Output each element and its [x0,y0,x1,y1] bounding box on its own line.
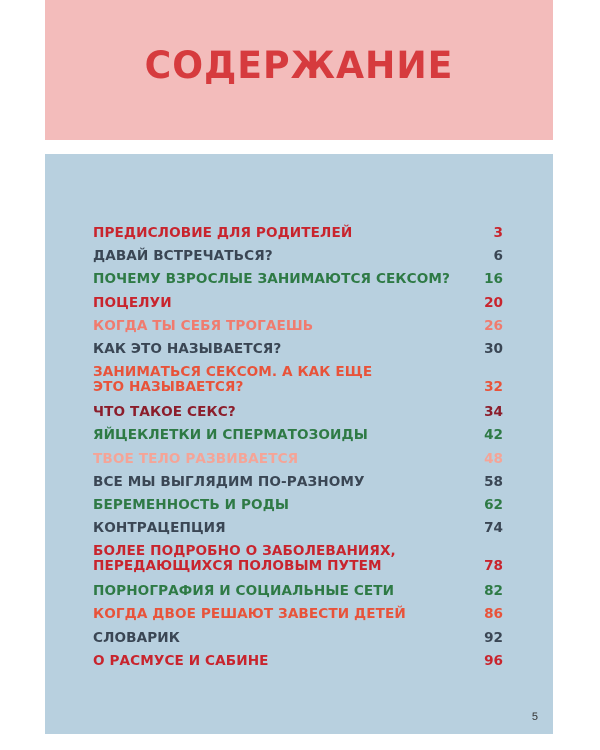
toc-entry-label: ПОЧЕМУ ВЗРОСЛЫЕ ЗАНИМАЮТСЯ СЕКСОМ? [93,271,450,288]
toc-entry [93,296,503,319]
toc-entry-page: 82 [484,583,503,600]
toc-entry-label: ПОЦЕЛУИ [93,294,172,311]
toc-entry [93,498,503,521]
toc-entry-page: 32 [484,379,503,396]
toc-entry-label: КОГДА ДВОЕ РЕШАЮТ ЗАВЕСТИ ДЕТЕЙ [93,606,406,623]
toc-entry-page: 96 [484,652,503,669]
toc-entry-label: БОЛЕЕ ПОДРОБНО О ЗАБОЛЕВАНИЯХ, ПЕРЕДАЮЩИХСЯ ПОЛОВЫМ ПУТЕМ [93,543,396,575]
toc-entry-page: 86 [484,606,503,623]
page-number: 5 [531,711,538,723]
toc-entry [93,631,503,654]
toc-entry-label: ЯЙЦЕКЛЕТКИ И СПЕРМАТОЗОИДЫ [93,427,368,444]
toc-entry-label: ЗАНИМАТЬСЯ СЕКСОМ. А КАК ЕЩЕ ЭТО НАЗЫВАЕТСЯ? [93,364,373,396]
toc-entry [93,249,503,272]
toc-entry-page: 26 [484,317,503,334]
toc-entry-page: 3 [493,225,503,241]
toc-entry [93,365,503,405]
toc-entry-page: 34 [484,404,503,421]
toc-entry-label: ПОРНОГРАФИЯ И СОЦИАЛЬНЫЕ СЕТИ [93,583,395,600]
toc-entry [93,405,503,428]
toc-entry-page: 6 [493,248,503,265]
toc-entry [93,319,503,342]
toc-entry-page: 92 [484,629,503,646]
toc-entry [93,342,503,365]
toc-entry-page: 16 [484,271,503,288]
toc-entry-label: БЕРЕМЕННОСТЬ И РОДЫ [93,496,290,513]
toc-entry-page: 48 [484,450,503,467]
toc-entry-label: КАК ЭТО НАЗЫВАЕТСЯ? [93,340,282,357]
toc-entry [93,544,503,584]
toc-entry-page: 78 [484,558,503,575]
toc-entry-label: КОНТРАЦЕПЦИЯ [93,520,226,537]
toc-list [93,226,503,677]
toc-entry [93,521,503,544]
toc-entry [93,475,503,498]
toc-entry [93,272,503,295]
toc-entry-label: ПРЕДИСЛОВИЕ ДЛЯ РОДИТЕЛЕЙ [93,225,353,241]
header-band [45,0,553,140]
toc-entry-label: ТВОЕ ТЕЛО РАЗВИВАЕТСЯ [93,450,299,467]
toc-entry-page: 42 [484,427,503,444]
toc-entry-page: 20 [484,294,503,311]
toc-entry [93,452,503,475]
toc-entry-label: КОГДА ТЫ СЕБЯ ТРОГАЕШЬ [93,317,314,334]
toc-entry [93,654,503,677]
toc-entry [93,428,503,451]
toc-entry-page: 74 [484,520,503,537]
toc-entry-label: ДАВАЙ ВСТРЕЧАТЬСЯ? [93,248,273,265]
toc-entry-label: СЛОВАРИК [93,629,180,646]
toc-entry-label: ЧТО ТАКОЕ СЕКС? [93,404,236,421]
toc-entry [93,607,503,630]
toc-entry [93,584,503,607]
toc-entry-page: 62 [484,496,503,513]
toc-entry [93,226,503,249]
toc-entry-label: О РАСМУСЕ И САБИНЕ [93,652,269,669]
table-of-contents [45,154,553,734]
toc-entry-label: ВСЕ МЫ ВЫГЛЯДИМ ПО-РАЗНОМУ [93,473,365,490]
toc-entry-page: 58 [484,473,503,490]
page-title: СОДЕРЖАНИЕ [144,44,454,87]
toc-entry-page: 30 [484,340,503,357]
